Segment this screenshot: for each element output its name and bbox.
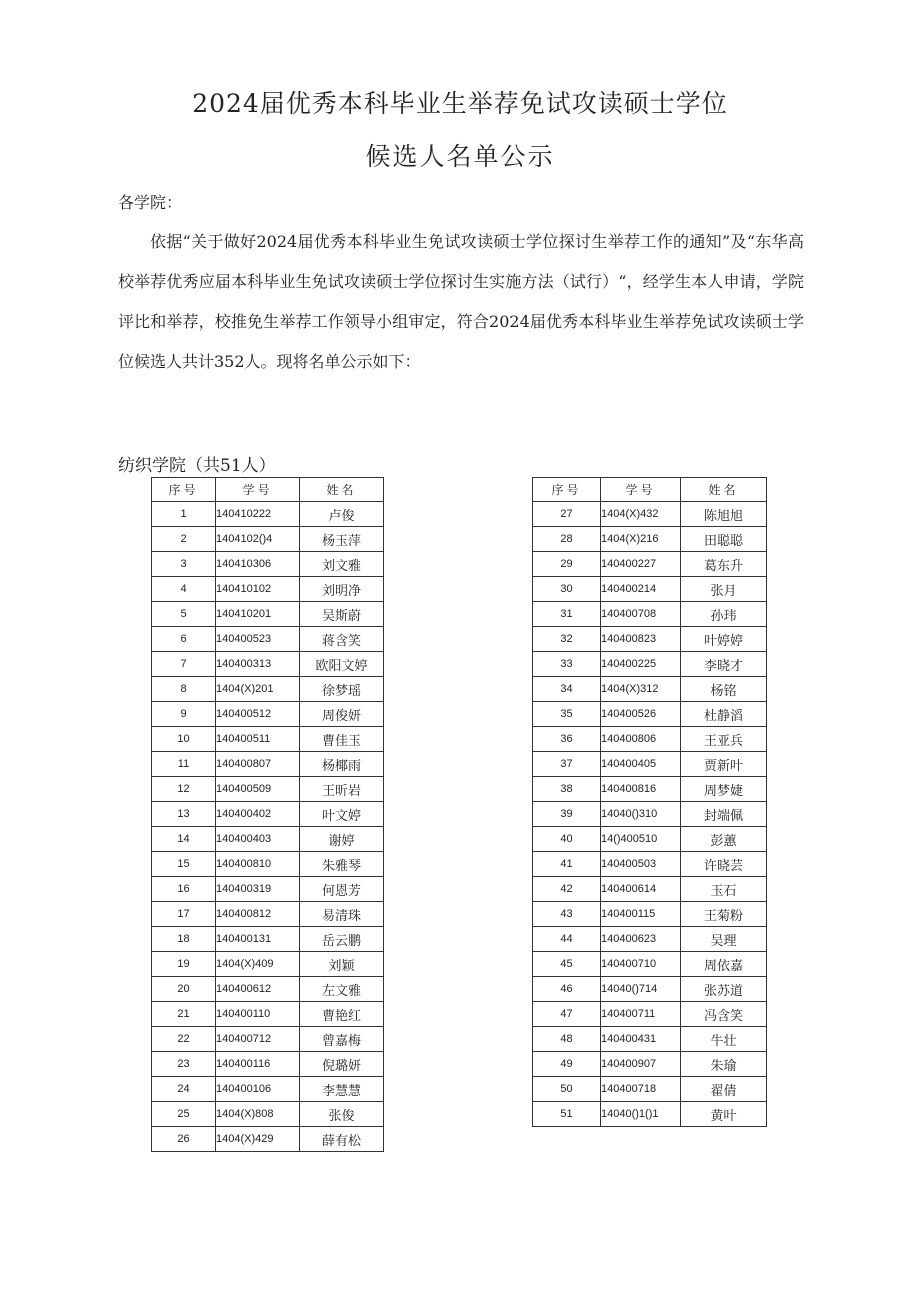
row-name: 易清珠: [300, 902, 384, 927]
row-index: 50: [533, 1077, 601, 1102]
table-row: [152, 1002, 384, 1027]
row-name: 周俊妍: [300, 702, 384, 727]
row-index: 21: [152, 1002, 216, 1027]
row-name: 彭蕙: [681, 827, 767, 852]
row-index: 39: [533, 802, 601, 827]
table-row: [533, 527, 767, 552]
row-index: 36: [533, 727, 601, 752]
row-student-id: 140410102: [216, 577, 300, 602]
row-name: 徐梦瑶: [300, 677, 384, 702]
row-name: 刘文雅: [300, 552, 384, 577]
row-name: 周梦婕: [681, 777, 767, 802]
row-student-id: 140400110: [216, 1002, 300, 1027]
table-row: [152, 602, 384, 627]
table-row: [533, 802, 767, 827]
row-name: 玉石: [681, 877, 767, 902]
row-student-id: 140400710: [601, 952, 681, 977]
row-student-id: 140400131: [216, 927, 300, 952]
row-index: 23: [152, 1052, 216, 1077]
row-name: 刘明净: [300, 577, 384, 602]
row-index: 15: [152, 852, 216, 877]
row-index: 14: [152, 827, 216, 852]
table-row: [152, 727, 384, 752]
row-student-id: 140400115: [601, 902, 681, 927]
row-student-id: 140400711: [601, 1002, 681, 1027]
table-row: [533, 827, 767, 852]
row-index: 30: [533, 577, 601, 602]
row-name: 朱瑜: [681, 1052, 767, 1077]
row-student-id: 140410306: [216, 552, 300, 577]
table-row: [152, 802, 384, 827]
table-row: [152, 1052, 384, 1077]
row-student-id: 140400806: [601, 727, 681, 752]
row-name: 杨椰雨: [300, 752, 384, 777]
table-row: [152, 502, 384, 527]
row-index: 12: [152, 777, 216, 802]
table-row: [152, 752, 384, 777]
row-student-id: 1404(X)216: [601, 527, 681, 552]
row-name: 王菊粉: [681, 902, 767, 927]
row-student-id: 140400313: [216, 652, 300, 677]
row-index: 13: [152, 802, 216, 827]
row-index: 19: [152, 952, 216, 977]
page-title-line-1: 2024届优秀本科毕业生举荐免试攻读硕士学位: [192, 89, 728, 118]
row-name: 冯含笑: [681, 1002, 767, 1027]
row-student-id: 140400810: [216, 852, 300, 877]
table-row: [533, 702, 767, 727]
table-row: [152, 627, 384, 652]
table-row: [533, 752, 767, 777]
row-student-id: 140400612: [216, 977, 300, 1002]
row-index: 41: [533, 852, 601, 877]
salutation: 各学院：: [118, 193, 183, 212]
row-student-id: 1404(X)808: [216, 1102, 300, 1127]
row-student-id: 1404(X)409: [216, 952, 300, 977]
row-name: 陈旭旭: [681, 502, 767, 527]
header-index: 序号: [533, 478, 601, 502]
table-row: [533, 777, 767, 802]
row-name: 卢俊: [300, 502, 384, 527]
row-student-id: 140400431: [601, 1027, 681, 1052]
row-name: 岳云鹏: [300, 927, 384, 952]
table-row: [152, 1127, 384, 1152]
row-student-id: 140400708: [601, 602, 681, 627]
row-student-id: 140400526: [601, 702, 681, 727]
table-header-row: [152, 478, 384, 502]
table-row: [533, 677, 767, 702]
table-row: [533, 1027, 767, 1052]
table-row: [533, 852, 767, 877]
row-name: 蒋含笑: [300, 627, 384, 652]
row-student-id: 140400319: [216, 877, 300, 902]
table-row: [533, 552, 767, 577]
roster-table-left: [151, 477, 384, 1152]
row-index: 44: [533, 927, 601, 952]
row-student-id: 140400816: [601, 777, 681, 802]
row-student-id: 140400509: [216, 777, 300, 802]
row-index: 47: [533, 1002, 601, 1027]
table-row: [533, 877, 767, 902]
row-student-id: 14040()714: [601, 977, 681, 1002]
row-index: 1: [152, 502, 216, 527]
row-name: 杜静滔: [681, 702, 767, 727]
row-student-id: 140400512: [216, 702, 300, 727]
row-name: 曾嘉梅: [300, 1027, 384, 1052]
table-row: [533, 927, 767, 952]
row-name: 叶婷婷: [681, 627, 767, 652]
roster-table-right: [532, 477, 767, 1127]
row-name: 王亚兵: [681, 727, 767, 752]
table-row: [152, 902, 384, 927]
row-name: 吴斯蔚: [300, 602, 384, 627]
table-row: [533, 1102, 767, 1127]
row-name: 薛有松: [300, 1127, 384, 1152]
row-index: 17: [152, 902, 216, 927]
row-name: 杨铭: [681, 677, 767, 702]
row-index: 28: [533, 527, 601, 552]
table-row: [152, 702, 384, 727]
row-name: 许晓芸: [681, 852, 767, 877]
row-name: 谢婷: [300, 827, 384, 852]
table-row: [152, 1102, 384, 1127]
row-name: 张苏道: [681, 977, 767, 1002]
row-name: 葛东升: [681, 552, 767, 577]
header-name: 姓名: [300, 478, 384, 502]
table-row: [533, 652, 767, 677]
row-name: 贾新叶: [681, 752, 767, 777]
row-index: 38: [533, 777, 601, 802]
row-name: 左文雅: [300, 977, 384, 1002]
row-index: 34: [533, 677, 601, 702]
row-name: 张俊: [300, 1102, 384, 1127]
row-student-id: 140400227: [601, 552, 681, 577]
table-row: [152, 877, 384, 902]
row-name: 牛壮: [681, 1027, 767, 1052]
row-index: 16: [152, 877, 216, 902]
row-name: 曹艳红: [300, 1002, 384, 1027]
row-index: 22: [152, 1027, 216, 1052]
table-row: [152, 527, 384, 552]
table-row: [152, 827, 384, 852]
row-student-id: 14()400510: [601, 827, 681, 852]
row-index: 26: [152, 1127, 216, 1152]
row-student-id: 14040()310: [601, 802, 681, 827]
table-row: [152, 977, 384, 1002]
table-row: [152, 652, 384, 677]
table-row: [533, 1077, 767, 1102]
table-row: [152, 677, 384, 702]
row-index: 51: [533, 1102, 601, 1127]
row-student-id: 140410201: [216, 602, 300, 627]
row-name: 杨玉萍: [300, 527, 384, 552]
row-student-id: 140400405: [601, 752, 681, 777]
row-student-id: 140400523: [216, 627, 300, 652]
row-student-id: 140400712: [216, 1027, 300, 1052]
table-row: [152, 777, 384, 802]
row-name: 朱雅琴: [300, 852, 384, 877]
row-index: 42: [533, 877, 601, 902]
row-index: 20: [152, 977, 216, 1002]
row-student-id: 1404102()4: [216, 527, 300, 552]
row-index: 9: [152, 702, 216, 727]
header-student-id: 学号: [601, 478, 681, 502]
row-index: 31: [533, 602, 601, 627]
row-name: 倪璐妍: [300, 1052, 384, 1077]
row-student-id: 140400907: [601, 1052, 681, 1077]
row-name: 王昕岩: [300, 777, 384, 802]
table-row: [533, 977, 767, 1002]
table-row: [533, 727, 767, 752]
table-row: [533, 1052, 767, 1077]
row-index: 35: [533, 702, 601, 727]
row-student-id: 140400503: [601, 852, 681, 877]
row-student-id: 140400403: [216, 827, 300, 852]
table-row: [533, 577, 767, 602]
table-row: [533, 1002, 767, 1027]
header-index: 序号: [152, 478, 216, 502]
row-index: 46: [533, 977, 601, 1002]
row-index: 43: [533, 902, 601, 927]
table-row: [533, 627, 767, 652]
row-student-id: 140400225: [601, 652, 681, 677]
section-title: 纺织学院（共51人）: [118, 456, 276, 476]
row-name: 曹佳玉: [300, 727, 384, 752]
row-name: 欧阳文婷: [300, 652, 384, 677]
row-name: 叶文婷: [300, 802, 384, 827]
row-name: 张月: [681, 577, 767, 602]
row-student-id: 140410222: [216, 502, 300, 527]
row-name: 何恩芳: [300, 877, 384, 902]
row-student-id: 140400718: [601, 1077, 681, 1102]
row-index: 40: [533, 827, 601, 852]
row-name: 李慧慧: [300, 1077, 384, 1102]
row-index: 37: [533, 752, 601, 777]
row-index: 7: [152, 652, 216, 677]
row-student-id: 140400823: [601, 627, 681, 652]
row-name: 刘颖: [300, 952, 384, 977]
table-row: [152, 927, 384, 952]
table-row: [152, 952, 384, 977]
row-student-id: 140400812: [216, 902, 300, 927]
row-name: 封端佩: [681, 802, 767, 827]
table-row: [533, 902, 767, 927]
row-student-id: 140400106: [216, 1077, 300, 1102]
row-index: 29: [533, 552, 601, 577]
row-index: 11: [152, 752, 216, 777]
row-student-id: 140400807: [216, 752, 300, 777]
table-row: [152, 552, 384, 577]
table-row: [533, 502, 767, 527]
row-student-id: 1404(X)429: [216, 1127, 300, 1152]
table-row: [533, 602, 767, 627]
page-title-line-2: 候选人名单公示: [365, 142, 555, 171]
table-row: [533, 952, 767, 977]
row-index: 6: [152, 627, 216, 652]
row-student-id: 140400214: [601, 577, 681, 602]
row-name: 黄叶: [681, 1102, 767, 1127]
row-name: 田聪聪: [681, 527, 767, 552]
row-student-id: 1404(X)201: [216, 677, 300, 702]
table-row: [152, 1077, 384, 1102]
table-row: [152, 577, 384, 602]
body-paragraph: 依据“关于做好2024届优秀本科毕业生免试攻读硕士学位探讨生举荐工作的通知”及“东华高校举荐优秀应届本科毕业生免试攻读硕士学位探讨生实施方法（试行）“，经学生本人申请，学院评比和举荐，校推免生举荐工作领导小组审定，符合2024届优秀本科毕业生举荐免试攻读硕士学位候选人共计352人。现将名单公示如下：: [118, 232, 804, 371]
row-index: 5: [152, 602, 216, 627]
row-index: 8: [152, 677, 216, 702]
row-student-id: 140400402: [216, 802, 300, 827]
row-index: 45: [533, 952, 601, 977]
row-name: 李晓才: [681, 652, 767, 677]
row-index: 27: [533, 502, 601, 527]
row-index: 3: [152, 552, 216, 577]
row-name: 孙玮: [681, 602, 767, 627]
header-student-id: 学号: [216, 478, 300, 502]
row-student-id: 1404(X)432: [601, 502, 681, 527]
row-index: 2: [152, 527, 216, 552]
row-index: 49: [533, 1052, 601, 1077]
row-name: 周依嘉: [681, 952, 767, 977]
row-student-id: 140400614: [601, 877, 681, 902]
row-index: 25: [152, 1102, 216, 1127]
table-row: [152, 852, 384, 877]
row-index: 4: [152, 577, 216, 602]
table-row: [152, 1027, 384, 1052]
row-name: 吴理: [681, 927, 767, 952]
table-header-row: [533, 478, 767, 502]
row-index: 24: [152, 1077, 216, 1102]
row-index: 10: [152, 727, 216, 752]
row-student-id: 140400116: [216, 1052, 300, 1077]
row-index: 18: [152, 927, 216, 952]
row-student-id: 14040()1()1: [601, 1102, 681, 1127]
row-name: 翟倩: [681, 1077, 767, 1102]
row-index: 32: [533, 627, 601, 652]
row-index: 48: [533, 1027, 601, 1052]
header-name: 姓名: [681, 478, 767, 502]
row-student-id: 140400623: [601, 927, 681, 952]
row-index: 33: [533, 652, 601, 677]
row-student-id: 140400511: [216, 727, 300, 752]
row-student-id: 1404(X)312: [601, 677, 681, 702]
